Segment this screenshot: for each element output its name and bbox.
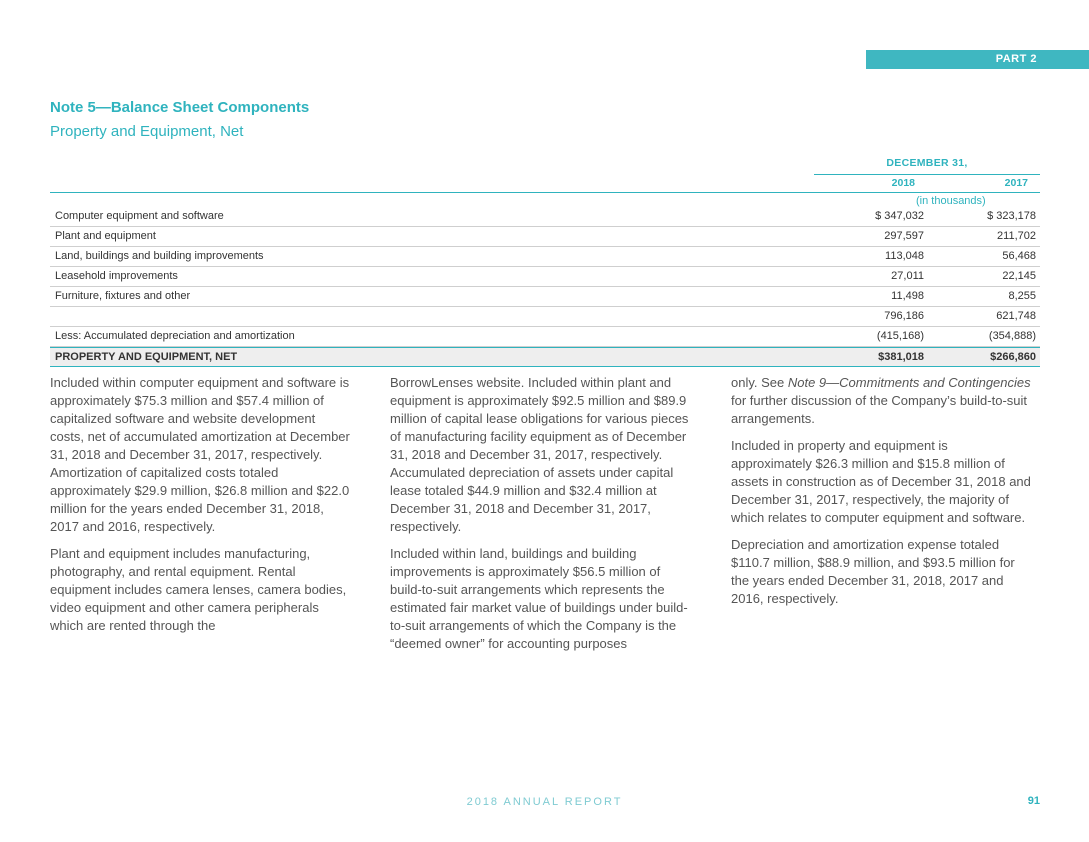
footer-report-title: 2018 ANNUAL REPORT [466,796,623,808]
value-2017: 22,145 [1002,270,1036,282]
body-column-2 [390,374,690,662]
period-header: DECEMBER 31, [814,155,1040,175]
units-label: (in thousands) [916,195,986,207]
row-label: Leasehold improvements [55,270,178,282]
year-2018-header: 2018 [891,177,915,189]
table-body [50,207,1040,367]
note-subtitle: Property and Equipment, Net [50,123,244,140]
row-label: Less: Accumulated depreciation and amortization [55,330,295,342]
paragraph [731,374,1031,428]
value-2018: 297,597 [884,230,924,242]
value-2017: $ 323,178 [987,210,1036,222]
total-row [50,347,1040,367]
table-row [50,247,1040,267]
table-row [50,207,1040,227]
subtotal-row [50,307,1040,327]
note-title: Note 5—Balance Sheet Components [50,99,310,116]
body-column-1 [50,374,350,644]
table-row [50,287,1040,307]
total-2018: $381,018 [878,351,924,363]
row-label: Plant and equipment [55,230,156,242]
table-row [50,267,1040,287]
year-2017-header: 2017 [1004,177,1028,189]
value-2018: 113,048 [885,250,924,262]
part-tab: PART 2 [866,50,1089,69]
value-2018: $ 347,032 [875,210,924,222]
paragraph: Included within land, buildings and building improvements is approximately $56.5 million of build-to-suit arrangements which represents the estimated fair market value of buildings under build-to-suit arrangements of which the Company is the “deemed owner” for accounting purposes [390,546,688,651]
total-2017: $266,860 [990,351,1036,363]
body-column-3 [731,374,1031,617]
text-segment: for further discussion of the Company’s build-to-suit arrangements. [731,393,1028,426]
value-2018: (415,168) [876,330,924,342]
table-row [50,327,1040,347]
value-2017: 8,255 [1008,290,1036,302]
table-row [50,227,1040,247]
row-label: Furniture, fixtures and other [55,290,191,302]
value-2018: 796,186 [884,310,924,322]
row-label: Computer equipment and software [55,210,224,222]
page-number: 91 [1027,795,1040,807]
value-2017: 211,702 [997,230,1036,242]
paragraph: Included in property and equipment is approximately $26.3 million and $15.8 million of assets in construction as of December 31, 2018 and December 31, 2017, respectively, the majority of which relates to computer equipment and software. [731,438,1031,525]
text-segment: only. See [731,375,788,390]
value-2018: 11,498 [891,290,924,302]
row-label: Land, buildings and building improvements [55,250,264,262]
paragraph: Plant and equipment includes manufacturing, photography, and rental equipment. Rental equipment includes camera lenses, camera bodies, video equipment and other camera peripherals which are rented through the [50,546,347,633]
total-label: PROPERTY AND EQUIPMENT, NET [55,351,238,363]
paragraph: BorrowLenses website. Included within plant and equipment is approximately $92.5 million and $89.9 million of capital lease obligations for various pieces of manufacturing facility equipment as of December 31, 2018 and December 31, 2017, respectively. Accumulated depreciation of assets under capital lease totaled $44.9 million and $32.4 million at December 31, 2018 and December 31, 2017, respectively. [390,375,689,534]
note-reference: Note 9—Commitments and Contingencies [787,375,1031,390]
paragraph: Depreciation and amortization expense totaled $110.7 million, $88.9 million, and $93.5 million for the years ended December 31, 2018, 2017 and 2016, respectively. [731,537,1015,606]
value-2017: (354,888) [988,330,1036,342]
value-2017: 56,468 [1002,250,1036,262]
value-2018: 27,011 [891,270,924,282]
year-header-row [50,174,1040,193]
paragraph: Included within computer equipment and software is approximately $75.3 million and $57.4 million of capitalized software and website development costs, net of accumulated amortization at December 31, 2018 and December 31, 2017, respectively. Amortization of capitalized costs totaled approximately $29.9 million, $26.8 million and $22.0 million for the years ended December 31, 2018, 2017 and 2016, respectively. [50,375,350,534]
value-2017: 621,748 [996,310,1036,322]
